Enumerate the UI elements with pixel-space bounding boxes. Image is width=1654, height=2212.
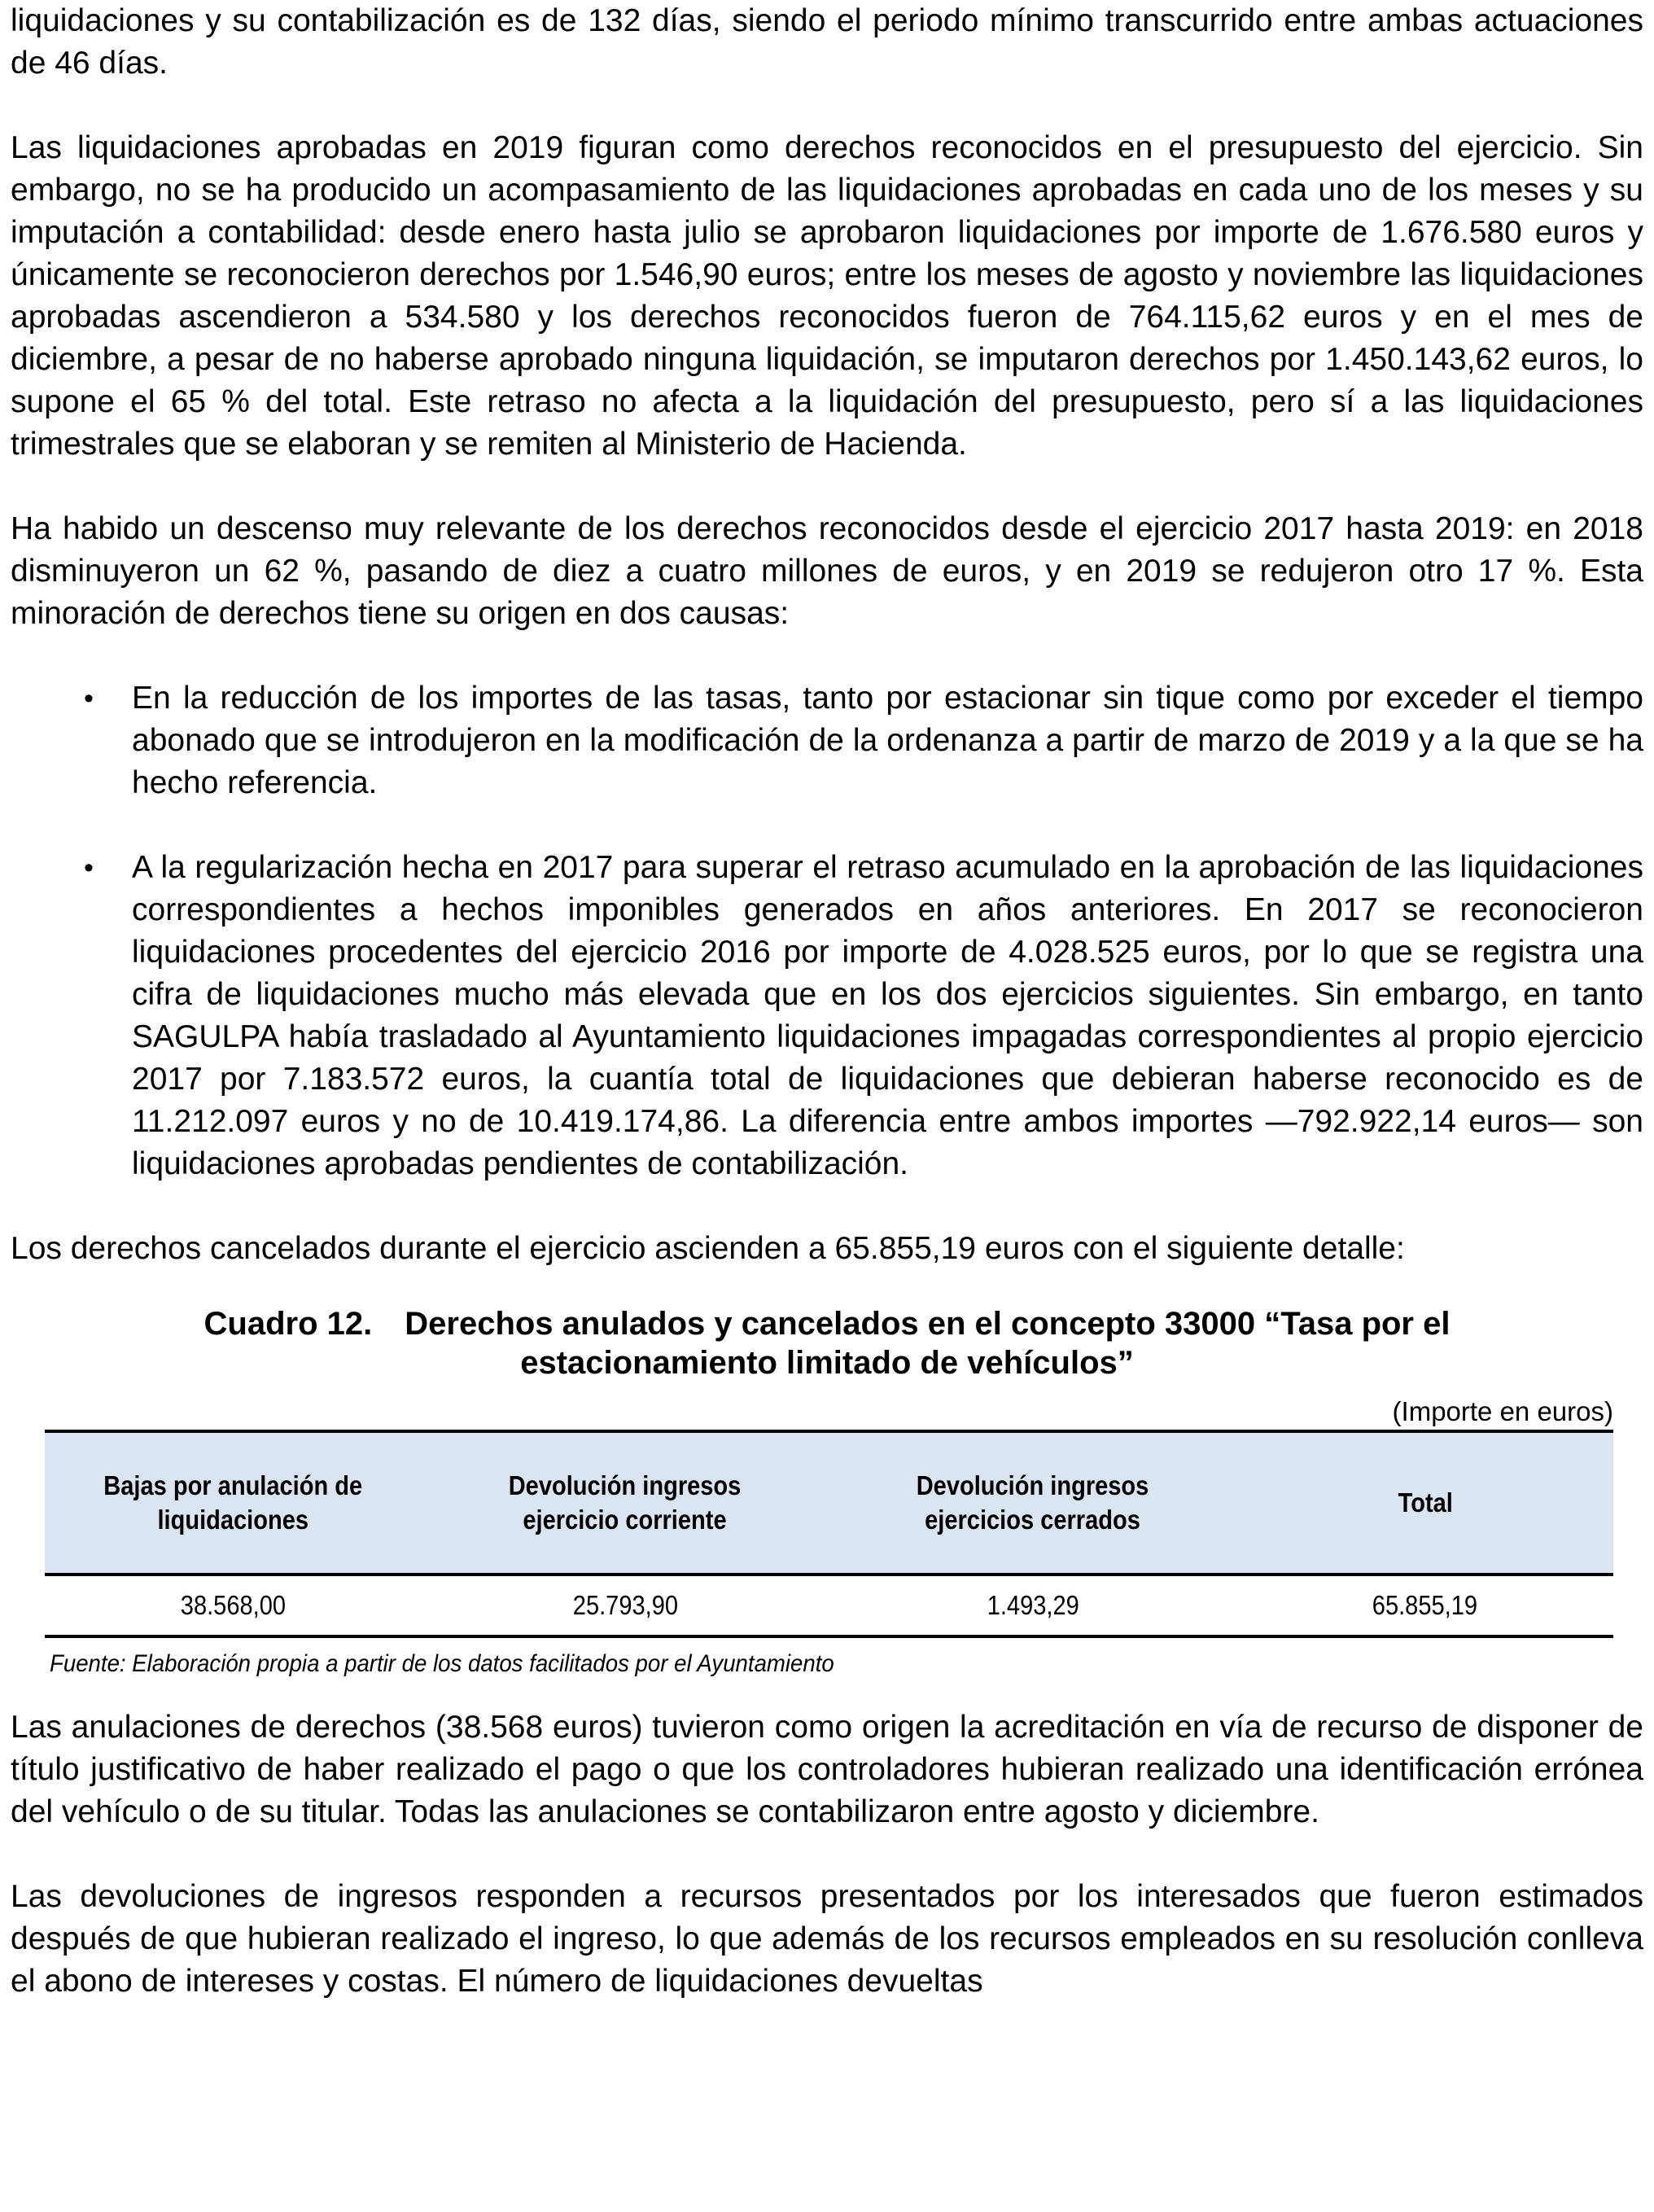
table-cell: 65.855,19 <box>1237 1575 1614 1636</box>
list-item <box>11 677 1643 804</box>
table-caption-text: Derechos anulados y cancelados en el concepto 33000 “Tasa por el estacionamiento limitado de vehículos” <box>405 1306 1451 1381</box>
table-cell: 1.493,29 <box>829 1575 1236 1636</box>
table-caption-number: Cuadro 12. <box>203 1306 373 1342</box>
column-header: Bajas por anulación de liquidaciones <box>68 1431 399 1575</box>
list-item-text: En la reducción de los importes de las tasas, tanto por estacionar sin tique como por exceder el tiempo abonado que se introdujeron en la modificación de la ordenanza a partir de marzo de 2019 y a la que se ha hecho referencia. <box>132 681 1643 800</box>
rights-cancelled-table <box>45 1430 1613 1638</box>
table-header-row <box>45 1431 1613 1575</box>
unit-note: (Importe en euros) <box>1392 1396 1613 1426</box>
paragraph-1: liquidaciones y su contabilización es de 132 días, siendo el periodo mínimo transcurrido entre ambas actuaciones de 46 días. <box>11 3 1643 81</box>
table-caption <box>11 1304 1643 1382</box>
paragraph-2: Las liquidaciones aprobadas en 2019 figuran como derechos reconocidos en el presupuesto del ejercicio. Sin embargo, no se ha producido un acompasamiento de las liquidaciones aprobadas en cada uno de los meses y su imputación a contabilidad: desde enero hasta julio se aprobaron liquidaciones por importe de 1.676.580 euros y únicamente se reconocieron derechos por 1.546,90 euros; entre los meses de agosto y noviembre las liquidaciones aprobadas ascendieron a 534.580 y los derechos reconocidos fueron de 764.115,62 euros y en el mes de diciembre, a pesar de no haberse aprobado ninguna liquidación, se imputaron derechos por 1.450.143,62 euros, lo supone el 65 % del total. Este retraso no afecta a la liquidación del presupuesto, pero sí a las liquidaciones trimestrales que se elaboran y se remiten al Ministerio de Hacienda. <box>11 130 1643 462</box>
bullet-icon: • <box>84 683 94 714</box>
table-cell: 38.568,00 <box>45 1575 421 1636</box>
paragraph-4: Los derechos cancelados durante el ejercicio ascienden a 65.855,19 euros con el siguiente detalle: <box>11 1231 1405 1266</box>
table-row <box>45 1575 1613 1636</box>
document-page <box>11 0 1643 2003</box>
bullet-icon: • <box>84 852 94 883</box>
column-header: Devolución ingresos ejercicios cerrados <box>854 1431 1213 1575</box>
paragraph-6: Las devoluciones de ingresos responden a recursos presentados por los interesados que fueron estimados después de que hubieran realizado el ingreso, lo que además de los recursos empleados en su resolución conlleva el abono de intereses y costas. El número de liquidaciones devueltas <box>11 1879 1643 1999</box>
list-item <box>11 847 1643 1185</box>
causes-list <box>11 677 1643 1185</box>
column-header: Total <box>1259 1431 1591 1575</box>
list-item-text: A la regularización hecha en 2017 para superar el retraso acumulado en la aprobación de las liquidaciones correspondientes a hechos imponibles generados en años anteriores. En 2017 se reconocieron liquidaciones procedentes del ejercicio 2016 por importe de 4.028.525 euros, por lo que se registra una cifra de liquidaciones mucho más elevada que en los dos ejercicios siguientes. Sin embargo, en tanto SAGULPA había trasladado al Ayuntamiento liquidaciones impagadas correspondientes al propio ejercicio 2017 por 7.183.572 euros, la cuantía total de liquidaciones que debieran haberse reconocido es de 11.212.097 euros y no de 10.419.174,86. La diferencia entre ambos importes —792.922,14 euros— son liquidaciones aprobadas pendientes de contabilización. <box>132 850 1643 1181</box>
paragraph-5: Las anulaciones de derechos (38.568 euros) tuvieron como origen la acreditación en vía de recurso de disponer de título justificativo de haber realizado el pago o que los controladores hubieran realizado una identificación errónea del vehículo o de su titular. Todas las anulaciones se contabilizaron entre agosto y diciembre. <box>11 1710 1643 1829</box>
table-cell: 25.793,90 <box>421 1575 829 1636</box>
paragraph-3: Ha habido un descenso muy relevante de los derechos reconocidos desde el ejercicio 2017 hasta 2019: en 2018 disminuyeron un 62 %, pasando de diez a cuatro millones de euros, y en 2019 se redujeron otro 17 %. Esta minoración de derechos tiene su origen en dos causas: <box>11 511 1643 631</box>
column-header: Devolución ingresos ejercicio corriente <box>446 1431 805 1575</box>
table-source-note: Fuente: Elaboración propia a partir de los datos facilitados por el Ayuntamiento <box>50 1650 834 1677</box>
